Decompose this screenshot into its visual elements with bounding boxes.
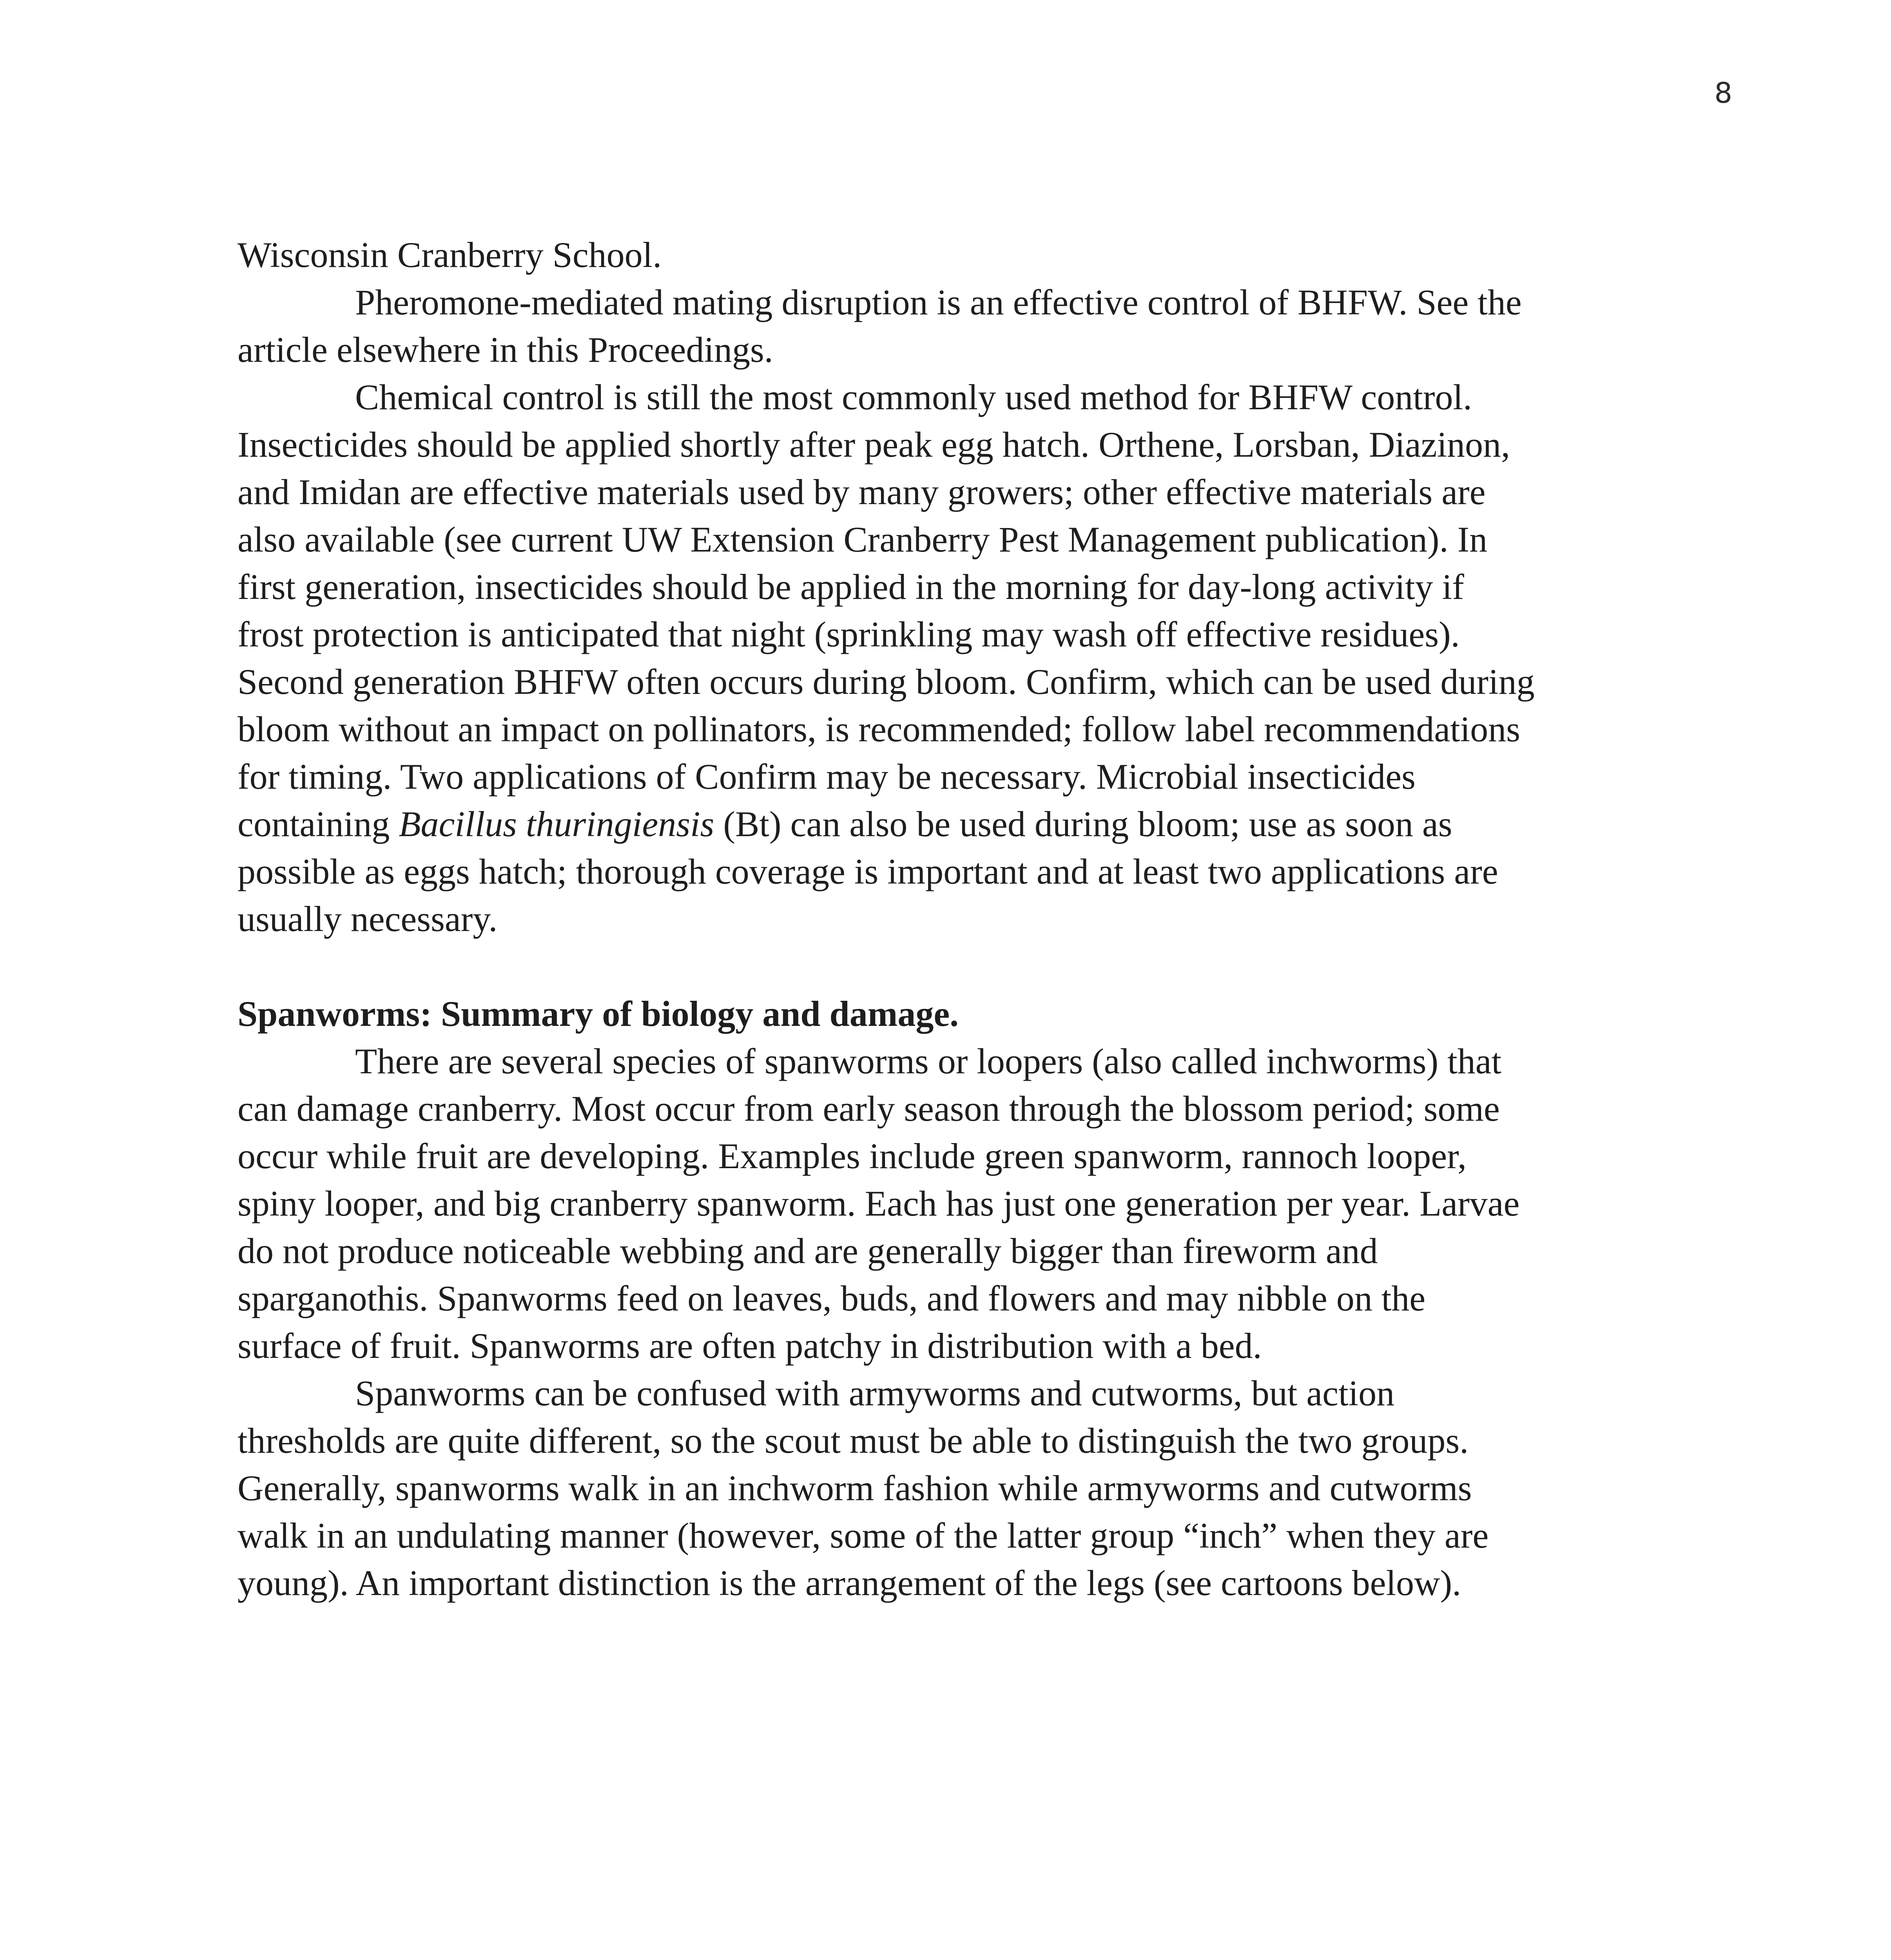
text-line: Insecticides should be applied shortly after peak egg hatch. Orthene, Lorsban, Diazinon, bbox=[238, 425, 1510, 465]
text-line: young). An important distinction is the arrangement of the legs (see cartoons below). bbox=[238, 1563, 1461, 1603]
text-line: Second generation BHFW often occurs during bloom. Confirm, which can be used during bbox=[238, 662, 1535, 702]
heading-text: Spanworms: Summary of biology and damage. bbox=[238, 994, 959, 1034]
text-line: usually necessary. bbox=[238, 899, 498, 939]
species-name-italic: Bacillus thuringiensis bbox=[399, 804, 714, 844]
text-line: do not produce noticeable webbing and are generally bigger than fireworm and bbox=[238, 1231, 1378, 1271]
text-line: for timing. Two applications of Confirm may be necessary. Microbial insecticides bbox=[238, 757, 1416, 797]
text-line: Spanworms can be confused with armyworms and cutworms, but action bbox=[355, 1373, 1395, 1413]
paragraph-mating-disruption bbox=[238, 279, 1664, 374]
text-run: (Bt) can also be used during bloom; use as soon as bbox=[714, 804, 1452, 844]
paragraph-spanworm-biology bbox=[238, 1038, 1664, 1370]
text-line: surface of fruit. Spanworms are often patchy in distribution with a bed. bbox=[238, 1326, 1262, 1366]
text-line: occur while fruit are developing. Examples include green spanworm, rannoch looper, bbox=[238, 1136, 1467, 1176]
text-line: Chemical control is still the most commonly used method for BHFW control. bbox=[355, 377, 1472, 417]
paragraph-chemical-control bbox=[238, 374, 1664, 943]
text-line: frost protection is anticipated that night (sprinkling may wash off effective residues). bbox=[238, 614, 1460, 654]
text-line: article elsewhere in this Proceedings. bbox=[238, 330, 773, 370]
text-line-with-italic bbox=[238, 800, 1664, 848]
paragraph-continuation bbox=[238, 231, 1664, 279]
text-line: thresholds are quite different, so the scout must be able to distinguish the two groups. bbox=[238, 1421, 1469, 1461]
text-line: spiny looper, and big cranberry spanworm. Each has just one generation per year. Larvae bbox=[238, 1183, 1520, 1223]
text-line: bloom without an impact on pollinators, is recommended; follow label recommendations bbox=[238, 709, 1520, 749]
text-run: containing bbox=[238, 804, 399, 844]
paragraph-spanworm-identification bbox=[238, 1370, 1664, 1607]
text-line: Generally, spanworms walk in an inchworm fashion while armyworms and cutworms bbox=[238, 1468, 1472, 1508]
text-line: There are several species of spanworms or loopers (also called inchworms) that bbox=[355, 1041, 1502, 1081]
text-line: and Imidan are effective materials used by many growers; other effective materials are bbox=[238, 472, 1486, 512]
text-line: first generation, insecticides should be applied in the morning for day-long activity if bbox=[238, 567, 1464, 607]
text-line: Pheromone-mediated mating disruption is an effective control of BHFW. See the bbox=[355, 282, 1522, 322]
section-heading bbox=[238, 990, 1664, 1038]
text-line: can damage cranberry. Most occur from early season through the blossom period; some bbox=[238, 1089, 1500, 1129]
text-line: walk in an undulating manner (however, some of the latter group “inch” when they are bbox=[238, 1515, 1489, 1555]
text-line: possible as eggs hatch; thorough coverage is important and at least two applications are bbox=[238, 851, 1498, 891]
page-number: 8 bbox=[1714, 76, 1732, 109]
text-line: also available (see current UW Extension Cranberry Pest Management publication). In bbox=[238, 519, 1488, 559]
text-line: Wisconsin Cranberry School. bbox=[238, 235, 662, 275]
document-body bbox=[238, 231, 1664, 1607]
text-line: sparganothis. Spanworms feed on leaves, buds, and flowers and may nibble on the bbox=[238, 1278, 1426, 1318]
